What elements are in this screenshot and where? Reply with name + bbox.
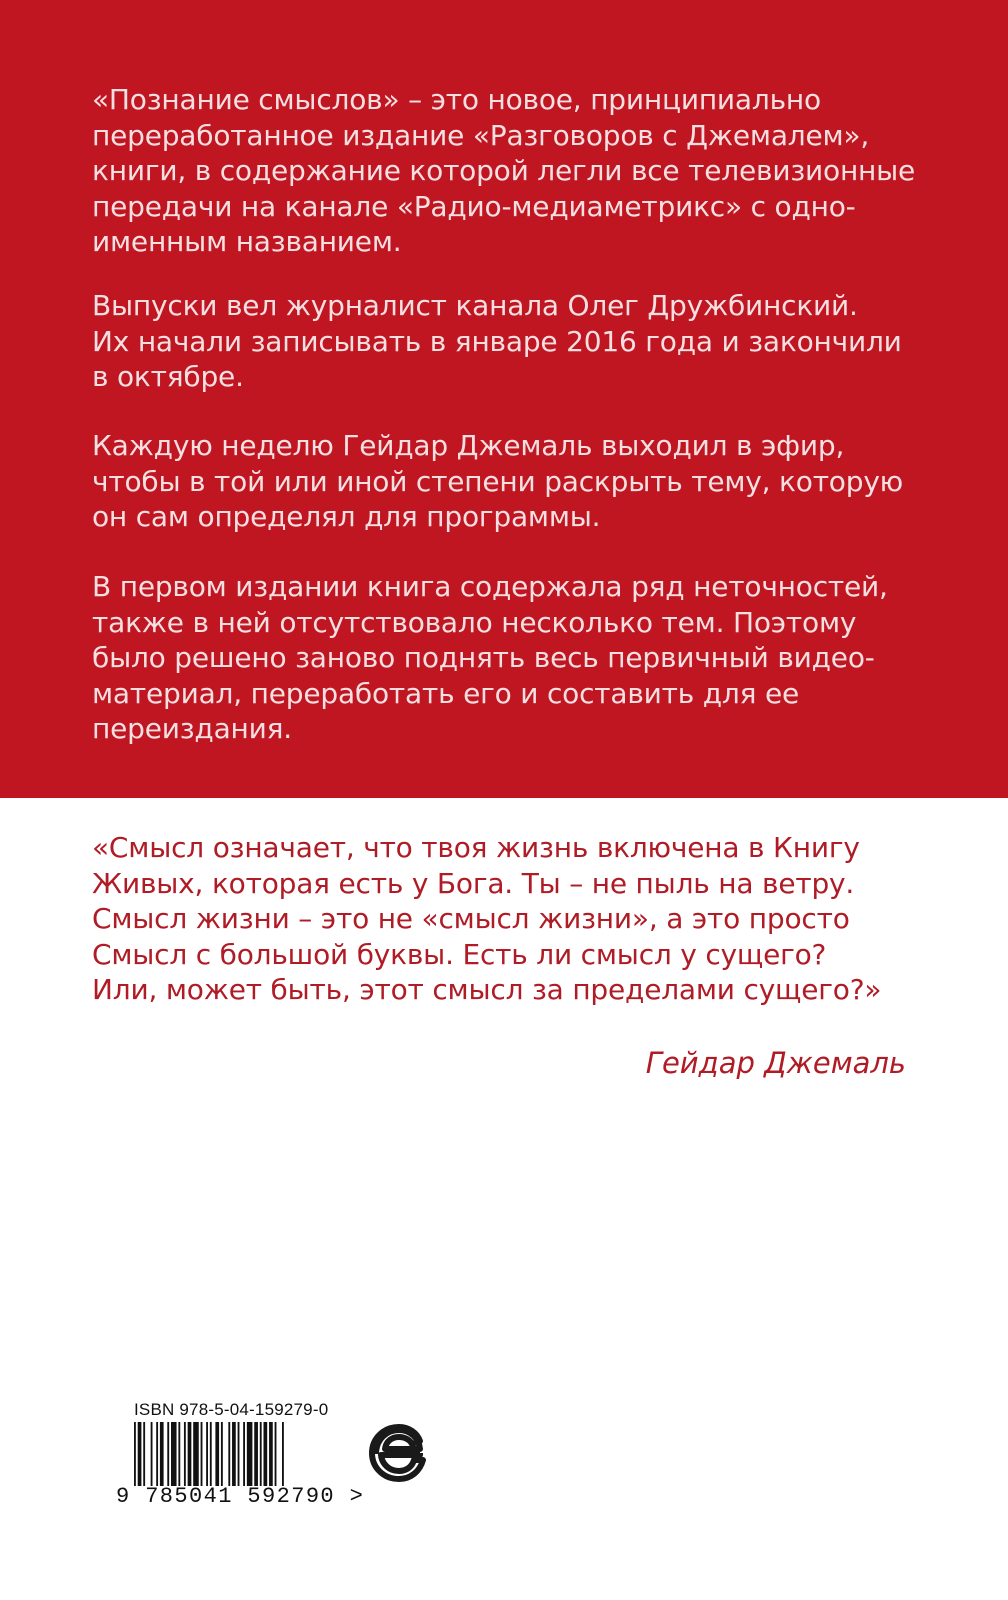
barcode-bar <box>269 1422 273 1486</box>
barcode-bar <box>228 1422 230 1486</box>
description-paragraph-1: «Познание смыслов» – это новое, принципиально переработанное издание «Разговоров с Джемалем», книги, в содержание которой легли все телевизионные передачи на канале «Радио-медиаметрикс» с одно- именным названием. <box>92 83 916 258</box>
barcode-number: 9 785041 592790 > <box>116 1484 365 1509</box>
barcode-bar <box>210 1422 212 1486</box>
barcode-bar <box>143 1422 145 1486</box>
description-panel <box>0 0 1008 798</box>
barcode-bar <box>215 1422 219 1486</box>
barcode-bar <box>232 1422 236 1486</box>
barcode-bar <box>243 1422 245 1486</box>
barcode-bar <box>167 1422 169 1486</box>
barcode-bar <box>188 1422 192 1486</box>
barcode-bar <box>254 1422 258 1486</box>
barcode-bar <box>238 1422 240 1486</box>
barcode-bar <box>221 1422 223 1486</box>
description-paragraph-4: В первом издании книга содержала ряд неточностей, также в ней отсутствовало несколько тем. Поэтому было решено заново поднять весь первичный видео- материал, переработать его и составить для ее переиздания. <box>92 570 888 745</box>
description-paragraph-2: Выпуски вел журналист канала Олег Дружбинский. Их начали записывать в январе 2016 года и закончили в октябре. <box>92 289 902 393</box>
barcode-bar <box>282 1422 284 1486</box>
isbn-label: ISBN 978-5-04-159279-0 <box>134 1400 329 1419</box>
description-paragraph-3: Каждую неделю Гейдар Джемаль выходил в эфир, чтобы в той или иной степени раскрыть тему, которую он сам определял для программы. <box>92 429 904 533</box>
barcode-bar <box>160 1422 164 1486</box>
barcode-bar <box>260 1422 262 1486</box>
barcode-bar <box>264 1422 268 1486</box>
barcode-bar <box>171 1422 177 1486</box>
barcode-bar <box>201 1422 203 1486</box>
barcode-bar <box>275 1422 277 1486</box>
quote-author: Гейдар Джемаль <box>645 1046 906 1080</box>
barcode-bar <box>206 1422 208 1486</box>
barcode-bar <box>138 1422 142 1486</box>
author-quote: «Смысл означает, что твоя жизнь включена в Книгу Живых, которая есть у Бога. Ты – не пыль на ветру. Смысл жизни – это не «смысл жизни», а это просто Смысл с большой буквы. Есть ли смысл у сущего? Или, может быть, этот смысл за пределами сущего?» <box>92 831 882 1006</box>
barcode-bar <box>134 1422 136 1486</box>
barcode-bar <box>156 1422 158 1486</box>
barcode-bar <box>247 1422 253 1486</box>
barcode-bar <box>151 1422 153 1486</box>
barcode-bar <box>178 1422 180 1486</box>
barcode-bar <box>193 1422 199 1486</box>
eksmo-logo-icon <box>368 1422 428 1482</box>
barcode-bar <box>184 1422 186 1486</box>
barcode <box>134 1422 342 1486</box>
